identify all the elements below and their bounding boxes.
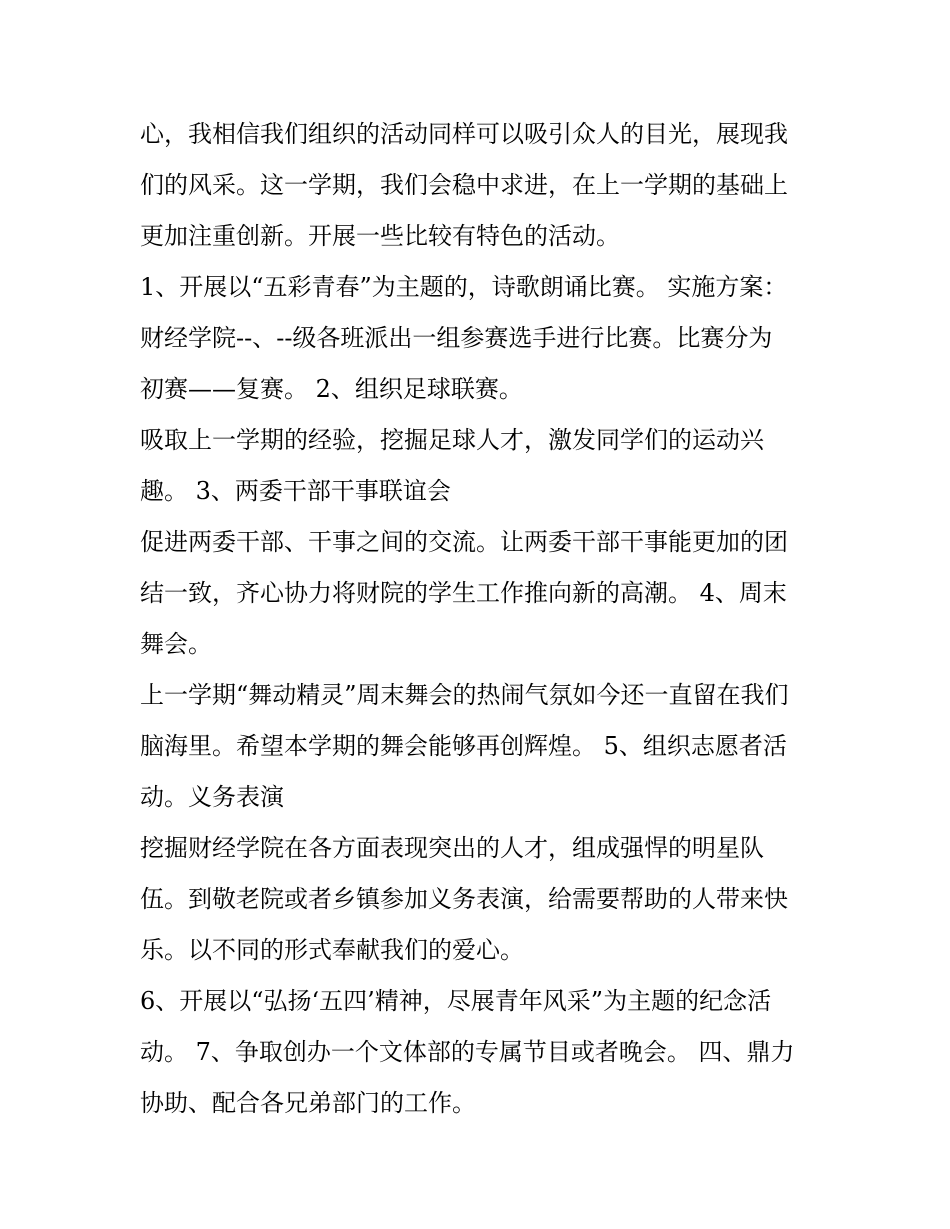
text-line: 脑海里。希望本学期的舞会能够再创辉煌。 5、组织志愿者活 [140,732,787,760]
text-line: 乐。以不同的形式奉献我们的爱心。 [140,936,524,964]
text-line: 舞会。 [140,630,212,658]
text-line: 促进两委干部、干事之间的交流。让两委干部干事能更加的团 [140,528,788,556]
text-line: 结一致，齐心协力将财院的学生工作推向新的高潮。 4、周末 [140,579,787,607]
text-line: 心，我相信我们组织的活动同样可以吸引众人的目光，展现我 [140,120,788,148]
text-line: 6、开展以“弘扬‘五四’精神，尽展青年风采”为主题的纪念活 [140,987,772,1015]
text-line: 动。 7、争取创办一个文体部的专属节目或者晚会。 四、鼎力 [140,1038,795,1066]
text-line: 初赛——复赛。 2、组织足球联赛。 [140,375,523,403]
document-body [140,109,830,1129]
text-line: 财经学院--、--级各班派出一组参赛选手进行比赛。比赛分为 [140,324,773,352]
text-line: 们的风采。这一学期，我们会稳中求进，在上一学期的基础上 [140,171,788,199]
text-line: 动。义务表演 [140,783,284,811]
text-line: 吸取上一学期的经验，挖掘足球人才，激发同学们的运动兴 [140,426,764,454]
text-line: 挖掘财经学院在各方面表现突出的人才，组成强悍的明星队 [140,834,764,862]
text-line: 伍。到敬老院或者乡镇参加义务表演，给需要帮助的人带来快 [140,885,788,913]
text-line: 上一学期“舞动精灵”周末舞会的热闹气氛如今还一直留在我们 [140,681,789,709]
text-line: 更加注重创新。开展一些比较有特色的活动。 [140,222,620,250]
text-line: 1、开展以“五彩青春”为主题的，诗歌朗诵比赛。 实施方案： [140,273,788,301]
text-line: 趣。 3、两委干部干事联谊会 [140,477,451,505]
text-line: 协助、配合各兄弟部门的工作。 [140,1089,476,1117]
